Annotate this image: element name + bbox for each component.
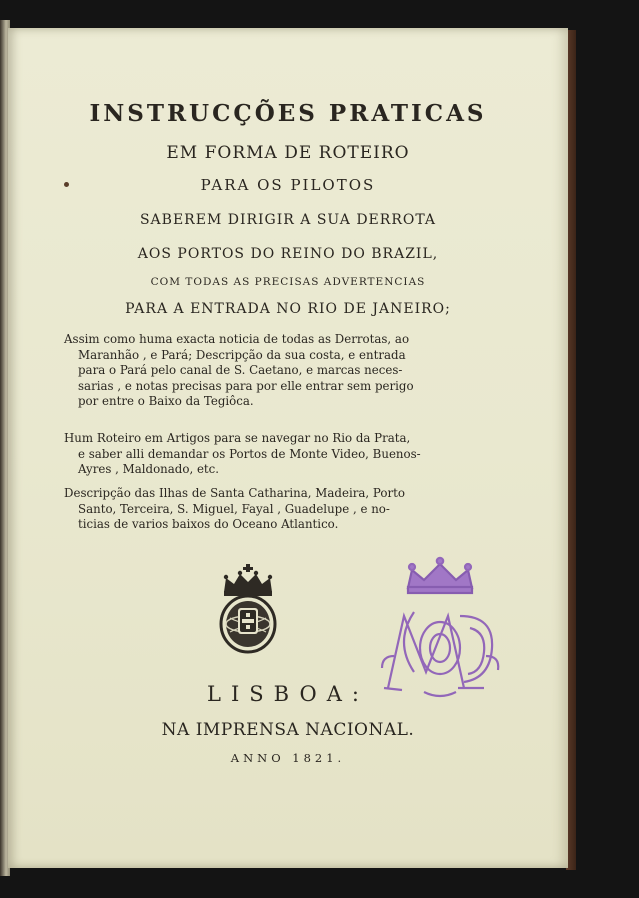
subtitle-line-4: AOS PORTOS DO REINO DO BRAZIL, — [137, 246, 439, 262]
royal-coat-of-arms-icon — [216, 562, 280, 658]
text-line: Ayres , Maldonado, etc. — [78, 462, 220, 476]
text-line: sarias , e notas precisas para por elle entrar sem perigo — [78, 378, 414, 393]
imprint-year: ANNO 1821. — [230, 751, 346, 765]
text-line: por entre o Baixo da Tegiôca. — [78, 394, 254, 408]
text-line: Assim como huma exacta noticia de todas as Derrotas, ao — [64, 332, 410, 346]
crowned-monogram-stamp-icon — [374, 552, 506, 700]
text-line: Hum Roteiro em Artigos para se navegar no Rio da Prata, — [64, 431, 411, 445]
contents-paragraph-2 — [64, 431, 484, 478]
main-title: INSTRUCÇÕES PRATICAS — [89, 100, 487, 127]
text-line: para o Pará pelo canal de S. Caetano, e marcas neces- — [78, 363, 403, 377]
text-line: Descripção das Ilhas de Santa Catharina, Madeira, Porto — [64, 486, 405, 500]
text-line: Maranhão , e Pará; Descripção da sua costa, e entrada — [78, 347, 406, 362]
imprint-press: NA IMPRENSA NACIONAL. — [161, 720, 415, 740]
subtitle-line-2: PARA OS PILOTOS — [200, 176, 376, 194]
text-line: Santo, Terceira, S. Miguel, Fayal , Guadelupe , e no- — [78, 501, 390, 516]
contents-paragraph-1 — [64, 332, 484, 410]
contents-paragraph-3 — [64, 486, 484, 533]
subtitle-line-1: EM FORMA DE ROTEIRO — [166, 143, 410, 163]
title-page — [8, 28, 568, 868]
imprint-city: LISBOA: — [207, 682, 369, 706]
subtitle-line-5: COM TODAS AS PRECISAS ADVERTENCIAS — [150, 276, 426, 288]
text-line: ticias de varios baixos do Oceano Atlantico. — [78, 517, 339, 531]
subtitle-line-3: SABEREM DIRIGIR A SUA DERROTA — [139, 212, 437, 228]
subtitle-line-6: PARA A ENTRADA NO RIO DE JANEIRO; — [125, 301, 451, 317]
text-line: e saber alli demandar os Portos de Monte Video, Buenos- — [78, 446, 421, 461]
